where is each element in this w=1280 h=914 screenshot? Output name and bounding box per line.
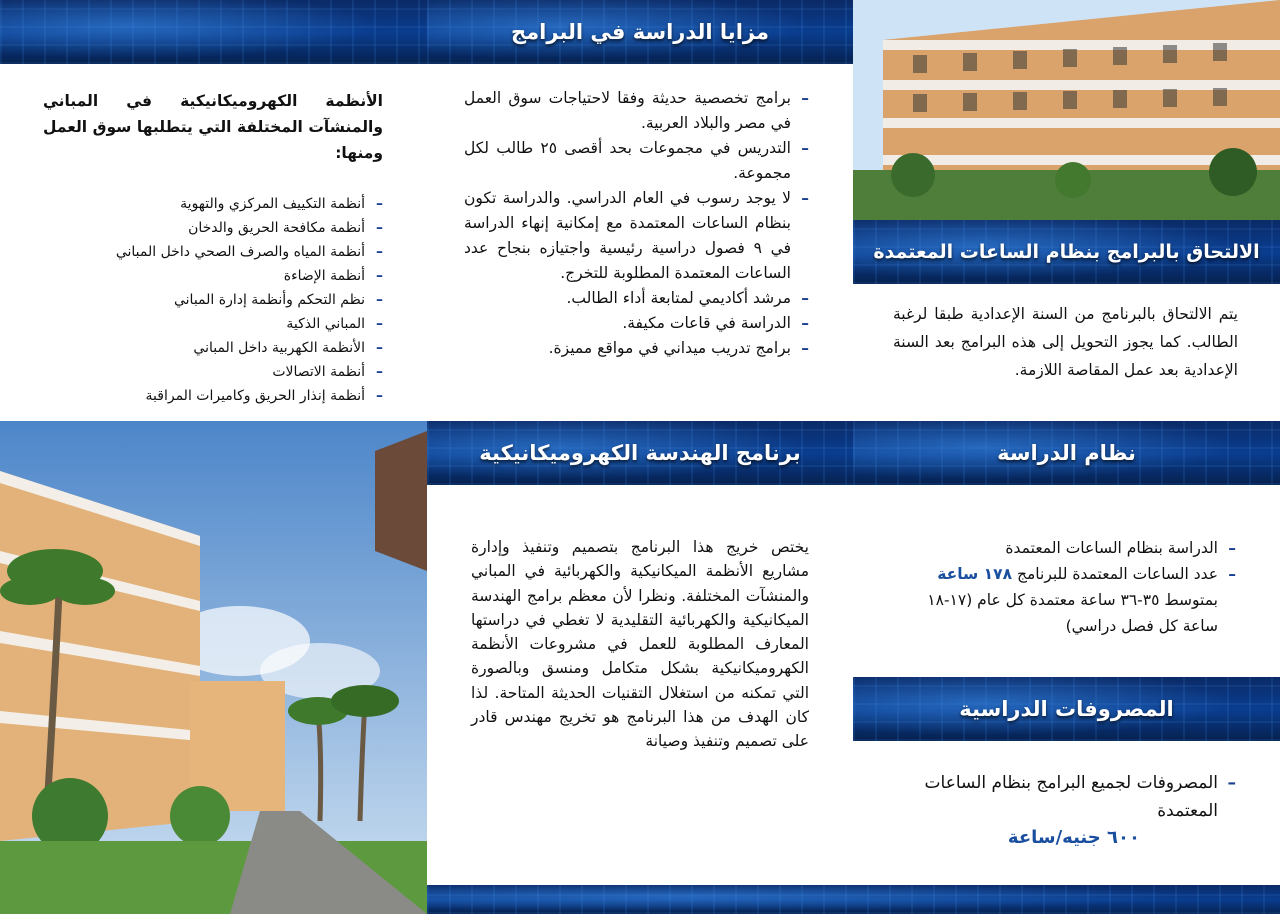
systems-item: – أنظمة الاتصالات bbox=[43, 360, 383, 384]
systems-item: – أنظمة مكافحة الحريق والدخان bbox=[43, 216, 383, 240]
study-hours: ١٧٨ ساعة bbox=[937, 565, 1013, 583]
study-item-2-pre: عدد الساعات المعتمدة للبرنامج bbox=[1016, 565, 1218, 583]
study-item bbox=[901, 535, 1236, 561]
program-text: يختص خريج هذا البرنامج بتصميم وتنفيذ وإدارة مشاريع الأنظمة الميكانيكية والكهربائية في المباني والمنشآت المختلفة. ونظرا لأن معظم برامج الهندسة الميكانيكية والكهربائية التقليدية لا تغطي في دراستها المعارف المطلوبة للعمل في مشروعات الأنظمة الكهروميكانيكية بشكل متكامل ومنسق وبالصورة التي تمكنه من استغلال التقنيات الحديثة المتاحة. لذا كان الهدف من هذا البرنامج هو تخريج مهندس قادر على تصميم وتنفيذ وصيانة bbox=[471, 538, 809, 751]
systems-item: – أنظمة المياه والصرف الصحي داخل المباني bbox=[43, 240, 383, 264]
advantages-title: مزايا الدراسة في البرامج bbox=[511, 20, 769, 44]
study-item bbox=[901, 561, 1236, 639]
systems-item: – أنظمة الإضاءة bbox=[43, 264, 383, 288]
systems-intro: الأنظمة الكهروميكانيكية في المباني والمنشآت المختلفة التي يتطلبها سوق العمل ومنها: bbox=[43, 92, 383, 162]
fees-panel bbox=[853, 741, 1280, 885]
study-title: نظام الدراسة bbox=[997, 441, 1136, 465]
building-photo-bottom bbox=[0, 421, 427, 914]
fees-title: المصروفات الدراسية bbox=[959, 697, 1174, 721]
program-banner bbox=[427, 421, 853, 485]
building-photo-top-image bbox=[853, 0, 1280, 220]
advantages-list bbox=[464, 86, 809, 361]
systems-list bbox=[43, 192, 383, 408]
enroll-banner bbox=[853, 220, 1280, 284]
advantage-item: – لا يوجد رسوب في العام الدراسي. والدراسة تكون بنظام الساعات المعتمدة مع إمكانية إنهاء الدراسة في ٩ فصول دراسية رئيسية واجتيازه بنجاح عدد الساعات المعتمدة المطلوبة للتخرج. bbox=[464, 186, 809, 286]
advantage-item: – الدراسة في قاعات مكيفة. bbox=[464, 311, 809, 336]
advantage-item: – مرشد أكاديمي لمتابعة أداء الطالب. bbox=[464, 286, 809, 311]
study-panel bbox=[853, 485, 1280, 677]
systems-panel bbox=[0, 64, 427, 421]
advantage-item: – التدريس في مجموعات بحد أقصى ٢٥ طالب لكل مجموعة. bbox=[464, 136, 809, 186]
building-photo-bottom-image bbox=[0, 421, 427, 914]
study-item-1: الدراسة بنظام الساعات المعتمدة bbox=[1005, 539, 1218, 557]
study-item-2-post: بمتوسط ٣٥-٣٦ ساعة معتمدة كل عام (١٧-١٨ ساعة كل فصل دراسي) bbox=[927, 591, 1218, 635]
advantage-item: – برامج تدريب ميداني في مواقع مميزة. bbox=[464, 336, 809, 361]
systems-item: – نظم التحكم وأنظمة إدارة المباني bbox=[43, 288, 383, 312]
program-title: برنامج الهندسة الكهروميكانيكية bbox=[479, 441, 801, 465]
systems-item: – المباني الذكية bbox=[43, 312, 383, 336]
program-panel bbox=[427, 485, 853, 885]
bottom-middle-banner bbox=[427, 885, 1280, 914]
top-left-banner bbox=[0, 0, 427, 64]
advantages-banner bbox=[427, 0, 853, 64]
fees-list bbox=[896, 769, 1236, 825]
study-banner bbox=[853, 421, 1280, 485]
systems-item: – أنظمة إنذار الحريق وكاميرات المراقبة bbox=[43, 384, 383, 408]
enroll-title: الالتحاق بالبرامج بنظام الساعات المعتمدة bbox=[873, 241, 1260, 263]
enroll-text: يتم الالتحاق بالبرنامج من السنة الإعدادية طبقا لرغبة الطالب. كما يجوز التحويل إلى هذه البرامج بعد السنة الإعدادية بعد عمل المقاصة اللازمة. bbox=[893, 305, 1238, 379]
enroll-panel bbox=[853, 284, 1280, 421]
building-photo-top bbox=[853, 0, 1280, 220]
fees-item: – المصروفات لجميع البرامج بنظام الساعات المعتمدة bbox=[896, 769, 1236, 825]
advantage-item: – برامج تخصصية حديثة وفقا لاحتياجات سوق العمل في مصر والبلاد العربية. bbox=[464, 86, 809, 136]
systems-item: – الأنظمة الكهربية داخل المباني bbox=[43, 336, 383, 360]
systems-item: – أنظمة التكييف المركزي والتهوية bbox=[43, 192, 383, 216]
fees-banner bbox=[853, 677, 1280, 741]
advantages-panel bbox=[427, 64, 853, 421]
study-list bbox=[901, 535, 1236, 639]
fees-amount: ٦٠٠ جنيه/ساعة bbox=[1007, 827, 1140, 848]
